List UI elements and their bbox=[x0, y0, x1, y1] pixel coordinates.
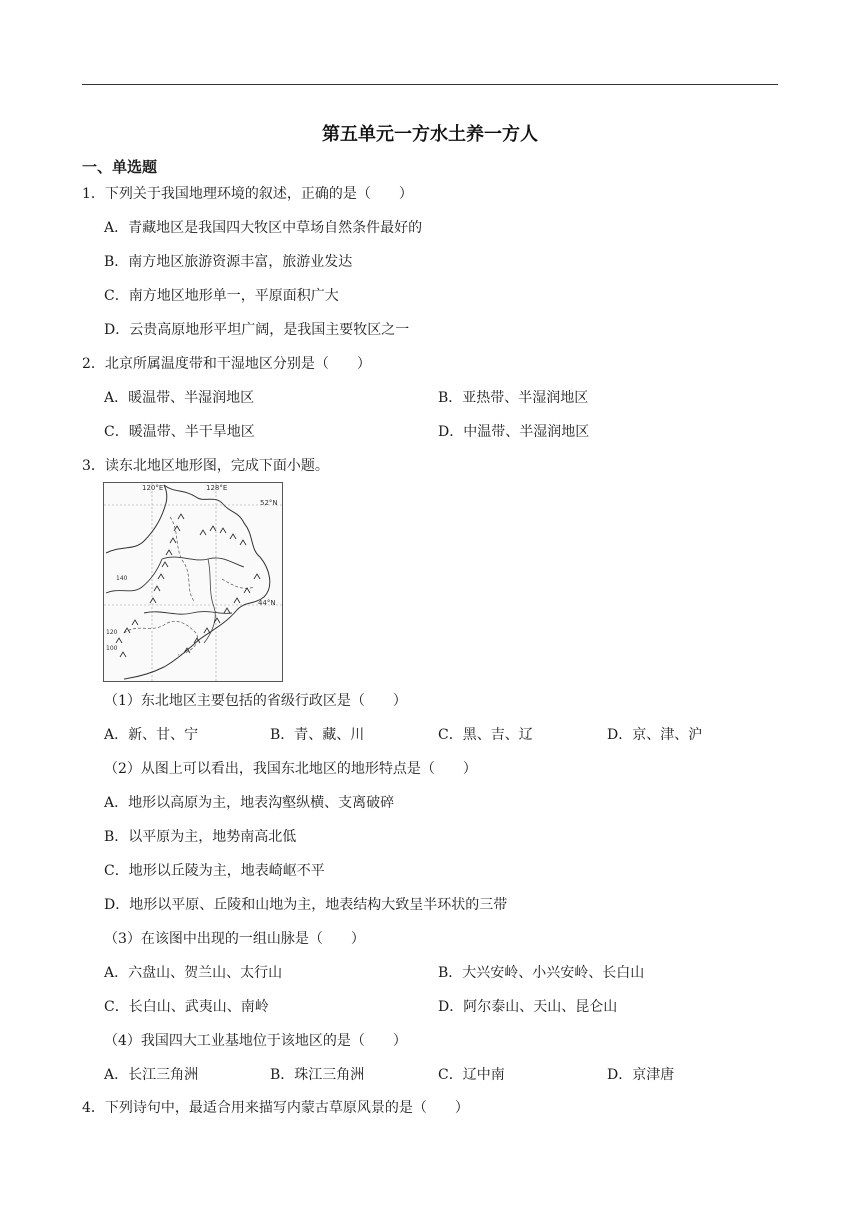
question-1-option-a[interactable]: A．青藏地区是我国四大牧区中草场自然条件最好的 bbox=[104, 220, 423, 236]
question-1-option-d[interactable]: D．云贵高原地形平坦广阔，是我国主要牧区之一 bbox=[104, 322, 410, 338]
question-3-sub2-stem: （2）从图上可以看出，我国东北地区的地形特点是（ ） bbox=[104, 761, 477, 777]
question-2-option-a[interactable]: A．暖温带、半湿润地区 bbox=[104, 390, 255, 406]
map-label-128e: 128°E bbox=[206, 484, 228, 492]
question-3-sub2-option-b[interactable]: B．以平原为主，地势南高北低 bbox=[104, 829, 297, 845]
question-3-sub2-option-d[interactable]: D．地形以平原、丘陵和山地为主，地表结构大致呈半环状的三带 bbox=[104, 897, 508, 913]
question-2-option-b[interactable]: B．亚热带、半湿润地区 bbox=[438, 390, 589, 406]
question-3-sub2-option-c[interactable]: C．地形以丘陵为主，地表崎岖不平 bbox=[104, 863, 325, 879]
map-label-120e: 120°E bbox=[142, 484, 164, 492]
question-3-sub3-stem: （3）在该图中出现的一组山脉是（ ） bbox=[104, 931, 365, 947]
question-3-sub3-option-d[interactable]: D．阿尔泰山、天山、昆仑山 bbox=[438, 999, 618, 1015]
page-title: 第五单元一方水土养一方人 bbox=[322, 124, 538, 145]
question-2-option-d[interactable]: D．中温带、半湿润地区 bbox=[438, 424, 590, 440]
question-3-sub3-option-c[interactable]: C．长白山、武夷山、南岭 bbox=[104, 999, 269, 1015]
question-3-sub1-option-c[interactable]: C．黑、吉、辽 bbox=[438, 727, 533, 743]
question-3-sub1-option-a[interactable]: A．新、甘、宁 bbox=[104, 727, 199, 743]
map-label-140: 140 bbox=[116, 575, 128, 582]
question-3-sub1-stem: （1）东北地区主要包括的省级行政区是（ ） bbox=[104, 693, 407, 709]
question-3-sub1-option-b[interactable]: B．青、藏、川 bbox=[270, 727, 365, 743]
map-label-120: 120 bbox=[106, 629, 118, 636]
question-3-stem: 3．读东北地区地形图，完成下面小题。 bbox=[82, 458, 329, 474]
question-3-sub3-option-a[interactable]: A．六盘山、贺兰山、太行山 bbox=[104, 965, 283, 981]
northeast-terrain-map bbox=[103, 482, 283, 682]
question-3-sub4-option-a[interactable]: A．长江三角洲 bbox=[104, 1067, 199, 1083]
question-3-sub3-option-b[interactable]: B．大兴安岭、小兴安岭、长白山 bbox=[438, 965, 645, 981]
map-label-44n: 44°N bbox=[258, 599, 276, 607]
question-2-option-c[interactable]: C．暖温带、半干旱地区 bbox=[104, 424, 255, 440]
question-3-sub4-option-b[interactable]: B．珠江三角洲 bbox=[270, 1067, 365, 1083]
question-1-stem: 1．下列关于我国地理环境的叙述，正确的是（ ） bbox=[82, 186, 413, 202]
map-label-100: 100 bbox=[106, 645, 118, 652]
header-rule bbox=[82, 84, 778, 85]
question-3-sub4-option-c[interactable]: C．辽中南 bbox=[438, 1067, 505, 1083]
map-label-52n: 52°N bbox=[260, 499, 278, 507]
question-2-stem: 2．北京所属温度带和干湿地区分别是（ ） bbox=[82, 356, 371, 372]
question-1-option-b[interactable]: B．南方地区旅游资源丰富，旅游业发达 bbox=[104, 254, 353, 270]
question-3-sub2-option-a[interactable]: A．地形以高原为主，地表沟壑纵横、支离破碎 bbox=[104, 795, 395, 811]
question-4-stem: 4．下列诗句中，最适合用来描写内蒙古草原风景的是（ ） bbox=[82, 1100, 469, 1116]
question-1-option-c[interactable]: C．南方地区地形单一，平原面积广大 bbox=[104, 288, 339, 304]
question-3-sub4-stem: （4）我国四大工业基地位于该地区的是（ ） bbox=[104, 1033, 407, 1049]
question-3-sub4-option-d[interactable]: D．京津唐 bbox=[607, 1067, 675, 1083]
section-heading: 一、单选题 bbox=[82, 158, 158, 176]
question-3-sub1-option-d[interactable]: D．京、津、沪 bbox=[607, 727, 703, 743]
